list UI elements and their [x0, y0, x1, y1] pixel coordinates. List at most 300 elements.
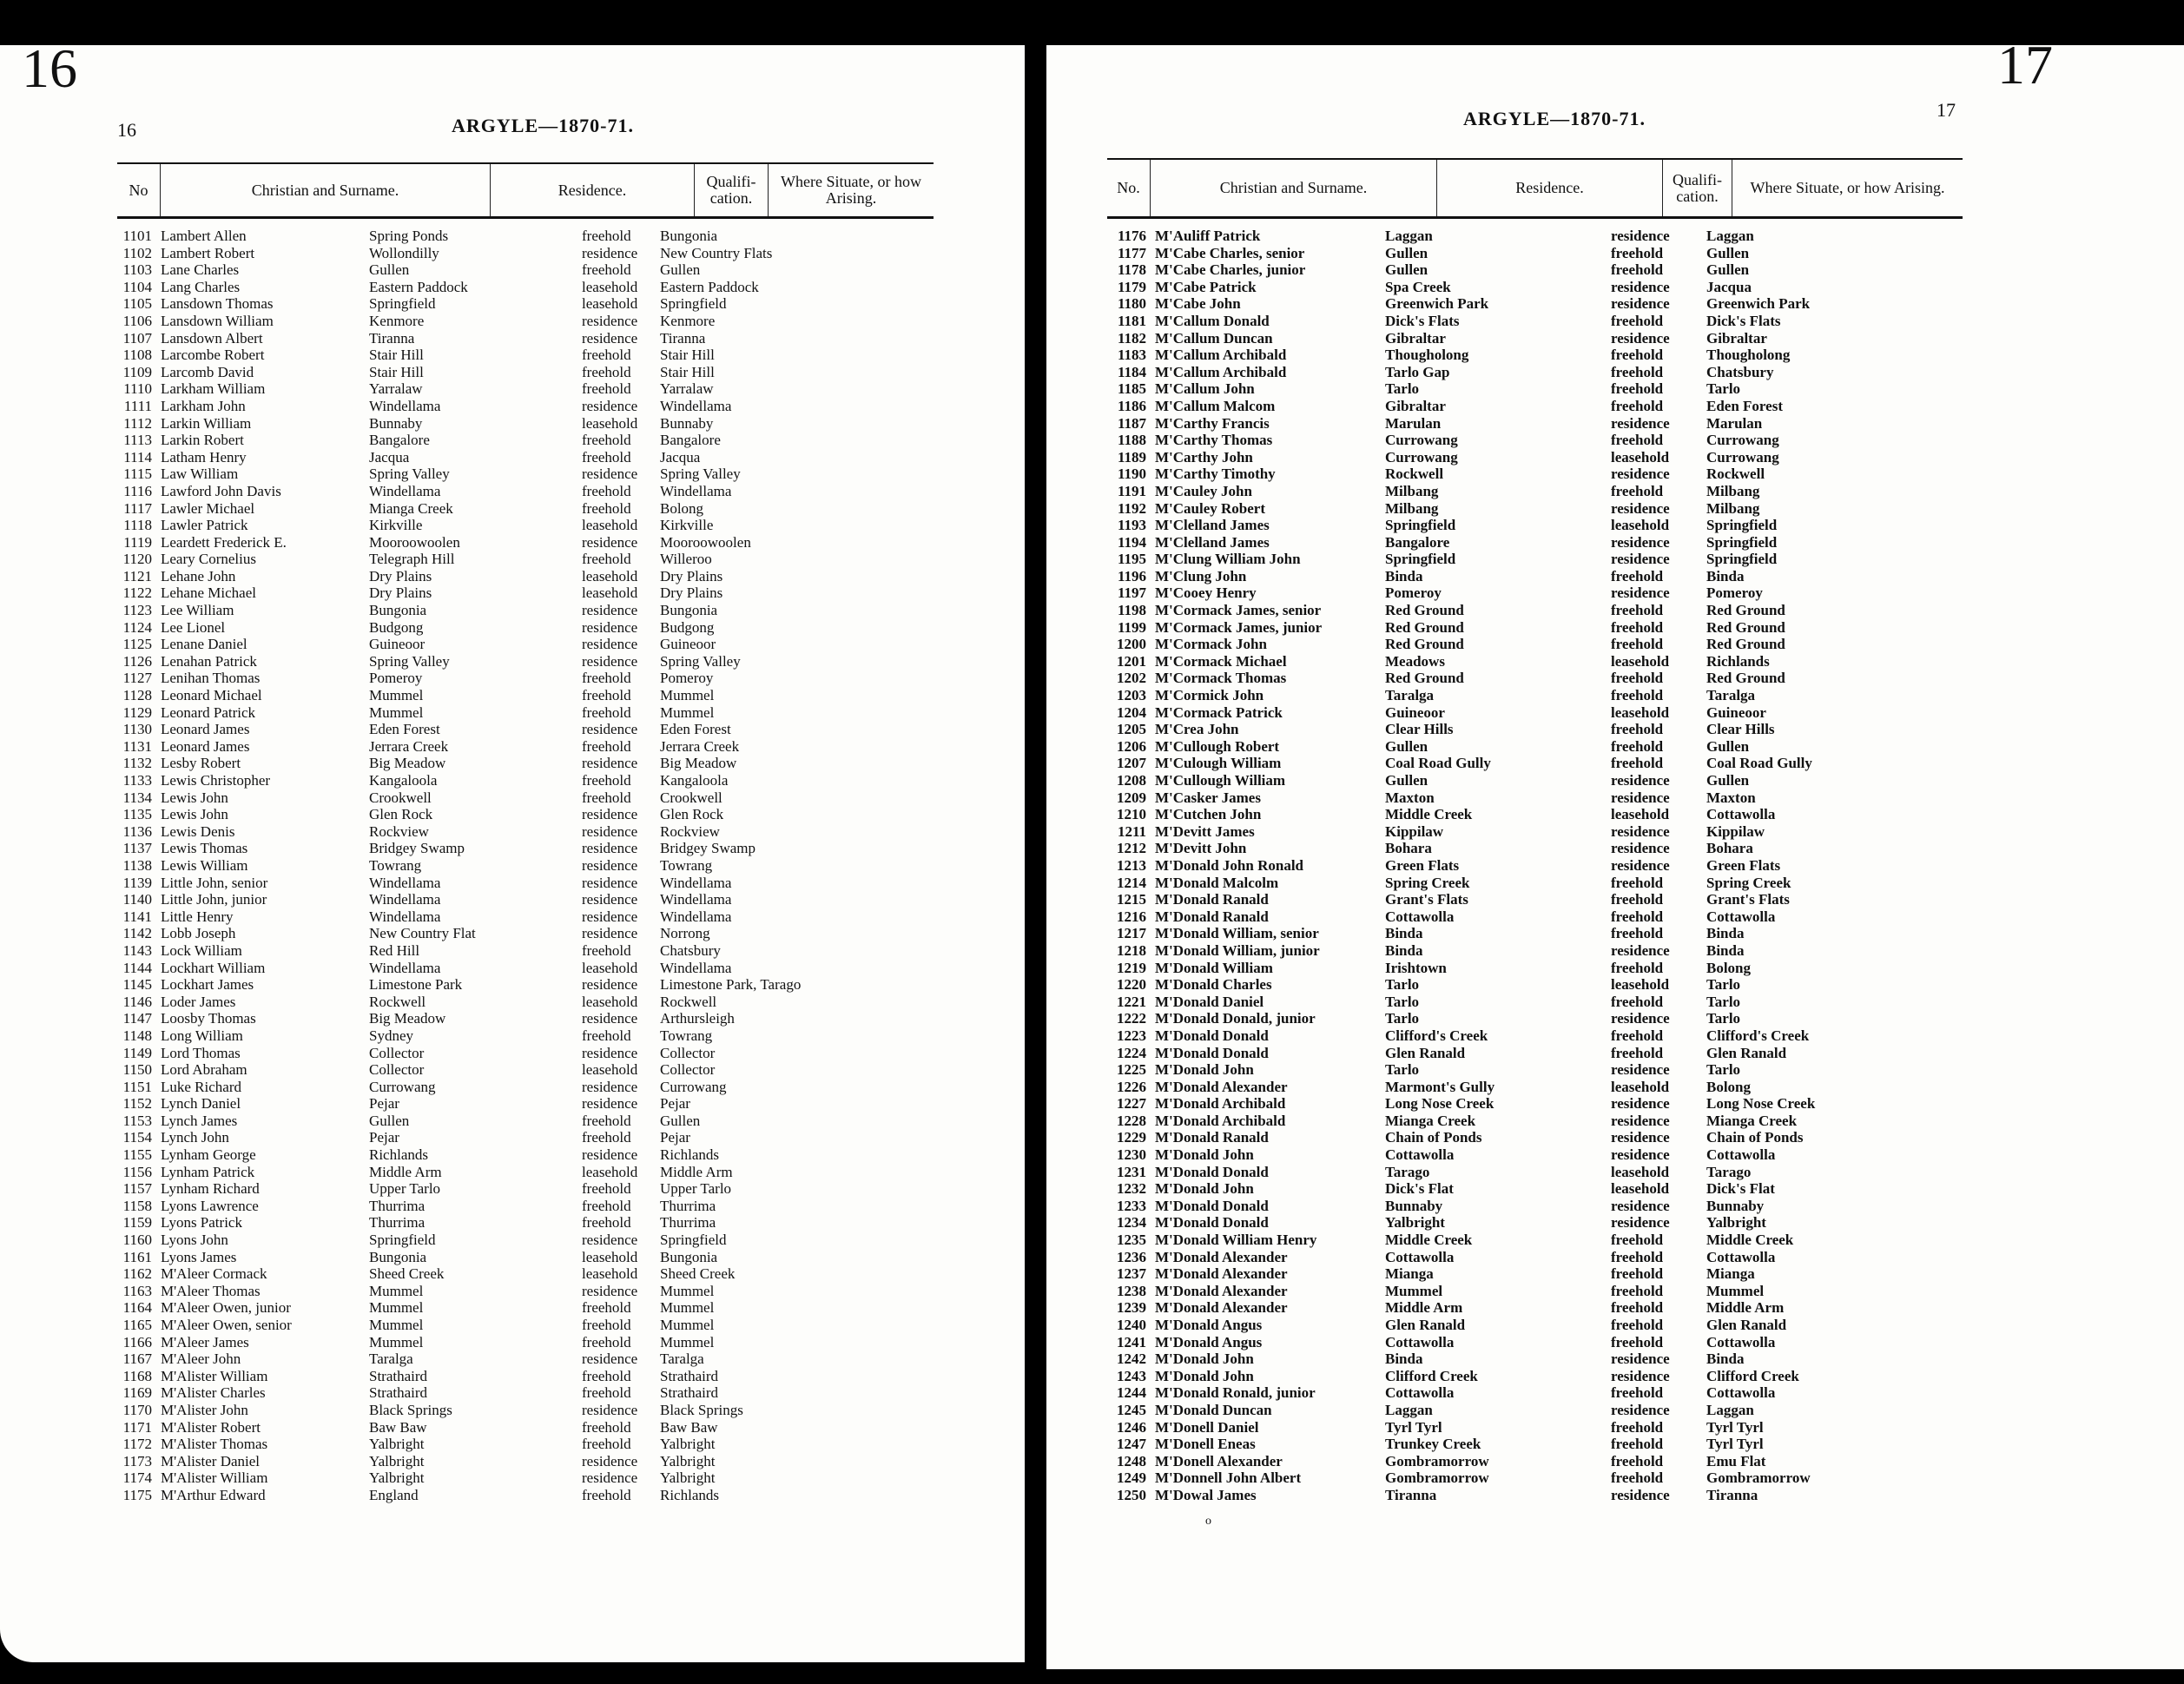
- col-header-name: Christian and Surname.: [161, 164, 491, 216]
- entry-name: M'Donell Alexander: [1155, 1452, 1283, 1469]
- entry-qualification: freehold: [1611, 1299, 1664, 1317]
- entry-number: 1144: [122, 959, 152, 976]
- table-row: [117, 584, 934, 602]
- entry-number: 1160: [122, 1232, 152, 1249]
- entry-number: 1105: [122, 295, 152, 313]
- entry-number: 1111: [123, 397, 152, 414]
- entry-name: M'Donald John: [1155, 1180, 1254, 1198]
- entry-name: M'Cabe Charles, senior: [1155, 244, 1305, 261]
- entry-where: Binda: [1706, 567, 1745, 584]
- table-row: [117, 1129, 934, 1146]
- entry-name: M'Donald Angus: [1155, 1317, 1263, 1333]
- table-row: [1107, 755, 1963, 772]
- entry-qualification: freehold: [1611, 959, 1664, 976]
- table-row: [117, 602, 934, 619]
- entry-residence: Bunnaby: [1385, 1197, 1443, 1214]
- entry-number: 1245: [1117, 1401, 1146, 1418]
- entry-qualification: residence: [1611, 466, 1670, 483]
- entry-number: 1164: [122, 1299, 152, 1317]
- table-row: [1107, 1164, 1963, 1181]
- entry-where: Jerrara Creek: [660, 737, 740, 755]
- entry-qualification: freehold: [582, 1317, 631, 1333]
- entry-residence: Spring Valley: [369, 652, 450, 670]
- col-header-no: No.: [1107, 160, 1151, 216]
- entry-where: Currowang: [1706, 432, 1779, 449]
- entry-residence: Tarlo: [1385, 380, 1420, 398]
- entry-number: 1184: [1117, 363, 1146, 380]
- entry-where: Middle Arm: [660, 1163, 733, 1180]
- entry-residence: Thurrima: [369, 1214, 426, 1232]
- table-row: [1107, 517, 1963, 534]
- entry-number: 1226: [1117, 1078, 1146, 1095]
- entry-number: 1138: [122, 856, 152, 874]
- entry-qualification: freehold: [582, 1486, 631, 1503]
- entry-qualification: residence: [1611, 941, 1670, 959]
- entry-where: Maxton: [1706, 789, 1756, 806]
- entry-number: 1186: [1117, 397, 1146, 414]
- entry-where: Dry Plains: [660, 584, 723, 602]
- entry-name: M'Aleer John: [161, 1351, 241, 1368]
- entry-name: M'Aleer James: [161, 1333, 249, 1351]
- entry-number: 1121: [122, 567, 152, 584]
- entry-residence: Green Flats: [1385, 856, 1460, 874]
- entry-qualification: residence: [1611, 228, 1670, 244]
- entry-residence: Cottawolla: [1385, 908, 1455, 925]
- entry-name: Lansdown Albert: [161, 329, 263, 347]
- entry-where: Binda: [1706, 941, 1745, 959]
- entry-number: 1241: [1117, 1333, 1146, 1351]
- entry-residence: Mummel: [369, 1317, 424, 1333]
- entry-name: M'Clung John: [1155, 567, 1247, 584]
- entry-where: Guineoor: [1706, 703, 1766, 721]
- entry-residence: Springfield: [369, 295, 436, 313]
- table-row: [117, 1436, 934, 1453]
- entry-qualification: residence: [582, 874, 638, 891]
- entry-qualification: residence: [582, 1010, 638, 1027]
- entry-name: M'Alister William: [161, 1367, 268, 1384]
- table-row: [1107, 261, 1963, 279]
- col-header-where: Where Situate, or how Arising.: [781, 173, 921, 207]
- table-row: [1107, 364, 1963, 381]
- entry-where: Chatsbury: [660, 941, 721, 959]
- entry-qualification: freehold: [582, 1129, 631, 1146]
- table-row: [1107, 806, 1963, 823]
- entry-where: Jacqua: [660, 448, 701, 466]
- entry-name: M'Donald Alexander: [1155, 1248, 1288, 1265]
- entry-residence: Towrang: [369, 856, 422, 874]
- table-row: [117, 1351, 934, 1368]
- table-row: [1107, 1010, 1963, 1027]
- entry-name: Lee Lionel: [161, 618, 226, 636]
- entry-number: 1211: [1117, 822, 1146, 840]
- entry-number: 1172: [122, 1436, 152, 1453]
- table-row: [1107, 1232, 1963, 1249]
- entry-residence: Binda: [1385, 941, 1423, 959]
- entry-residence: Spring Creek: [1385, 874, 1470, 891]
- entry-where: Bunnaby: [660, 414, 714, 432]
- register-rows: [1107, 228, 1963, 1504]
- entry-number: 1231: [1117, 1163, 1146, 1180]
- entry-qualification: leasehold: [1611, 703, 1670, 721]
- entry-number: 1214: [1117, 874, 1146, 891]
- entry-where: Middle Creek: [1706, 1232, 1794, 1249]
- entry-residence: Taralga: [369, 1351, 413, 1368]
- entry-number: 1103: [122, 261, 152, 279]
- entry-residence: Tyrl Tyrl: [1385, 1418, 1442, 1436]
- entry-name: M'Culough William: [1155, 755, 1282, 772]
- entry-qualification: leasehold: [582, 1163, 638, 1180]
- entry-residence: Tarlo: [1385, 993, 1420, 1010]
- entry-qualification: freehold: [1611, 1469, 1664, 1487]
- page-corner-number: 16: [22, 45, 77, 99]
- entry-qualification: residence: [582, 1232, 638, 1249]
- table-row: [1107, 908, 1963, 926]
- entry-where: Cottawolla: [1706, 1248, 1776, 1265]
- entry-qualification: freehold: [1611, 1317, 1664, 1333]
- table-row: [117, 755, 934, 772]
- entry-name: M'Aleer Owen, senior: [161, 1317, 292, 1333]
- entry-number: 1208: [1117, 772, 1146, 789]
- entry-name: Lang Charles: [161, 278, 241, 295]
- entry-where: Thougholong: [1706, 347, 1791, 364]
- table-row: [117, 636, 934, 653]
- entry-name: M'Donald John: [1155, 1351, 1254, 1368]
- entry-name: M'Cooey Henry: [1155, 584, 1257, 602]
- table-row: [117, 279, 934, 296]
- table-row: [1107, 976, 1963, 994]
- entry-number: 1235: [1117, 1232, 1146, 1249]
- entry-name: M'Crea John: [1155, 721, 1239, 738]
- entry-where: Mianga: [1706, 1265, 1755, 1283]
- table-row: [1107, 245, 1963, 262]
- entry-where: Thurrima: [660, 1197, 716, 1214]
- entry-name: M'Donald Donald: [1155, 1197, 1269, 1214]
- entry-where: Yalbright: [1706, 1214, 1766, 1232]
- entry-residence: Spring Ponds: [369, 228, 449, 244]
- entry-name: Leonard Michael: [161, 687, 262, 704]
- entry-name: M'Donald John Ronald: [1155, 856, 1303, 874]
- entry-where: Milbang: [1706, 499, 1760, 517]
- table-row: [117, 398, 934, 415]
- table-row: [117, 228, 934, 245]
- entry-qualification: leasehold: [582, 1061, 638, 1079]
- entry-name: Leonard Patrick: [161, 703, 256, 721]
- entry-residence: Rockwell: [369, 993, 426, 1010]
- entry-number: 1143: [122, 941, 152, 959]
- entry-where: Arthursleigh: [660, 1010, 735, 1027]
- entry-number: 1183: [1117, 347, 1146, 364]
- entry-number: 1239: [1117, 1299, 1146, 1317]
- table-row: [117, 653, 934, 670]
- entry-residence: Sheed Creek: [369, 1265, 445, 1283]
- entry-name: Larkin William: [161, 414, 252, 432]
- entry-where: Yalbright: [660, 1469, 716, 1487]
- entry-name: Lansdown William: [161, 312, 274, 329]
- entry-number: 1140: [122, 891, 152, 908]
- entry-name: M'Cormack Thomas: [1155, 670, 1287, 687]
- table-row: [117, 1164, 934, 1181]
- entry-name: M'Carthy Francis: [1155, 414, 1270, 432]
- entry-where: Taralga: [1706, 687, 1756, 704]
- entry-residence: Red Ground: [1385, 670, 1464, 687]
- entry-where: Yarralaw: [660, 380, 714, 398]
- entry-number: 1114: [123, 448, 152, 466]
- entry-qualification: freehold: [582, 789, 631, 806]
- table-row: [1107, 228, 1963, 245]
- entry-qualification: leasehold: [582, 278, 638, 295]
- entry-number: 1200: [1117, 636, 1146, 653]
- table-row: [1107, 1368, 1963, 1385]
- entry-residence: Glen Ranald: [1385, 1044, 1466, 1061]
- table-row: [1107, 347, 1963, 364]
- entry-name: Leonard James: [161, 721, 250, 738]
- entry-where: Windellama: [660, 397, 732, 414]
- table-row: [1107, 653, 1963, 670]
- entry-number: 1159: [122, 1214, 152, 1232]
- table-row: [1107, 1129, 1963, 1146]
- table-row: [1107, 1079, 1963, 1096]
- entry-name: M'Clung William John: [1155, 551, 1301, 568]
- entry-residence: Windellama: [369, 891, 441, 908]
- table-row: [1107, 1113, 1963, 1130]
- entry-qualification: freehold: [1611, 1384, 1664, 1402]
- entry-qualification: freehold: [1611, 1248, 1664, 1265]
- table-row: [1107, 1469, 1963, 1487]
- entry-number: 1207: [1117, 755, 1146, 772]
- entry-residence: Stair Hill: [369, 363, 424, 380]
- page-number: 16: [117, 119, 136, 141]
- entry-number: 1132: [122, 755, 152, 772]
- table-row: [117, 670, 934, 687]
- entry-qualification: residence: [1611, 789, 1670, 806]
- entry-qualification: freehold: [582, 261, 631, 279]
- entry-name: Lawford John Davis: [161, 482, 281, 499]
- table-row: [1107, 875, 1963, 892]
- entry-where: Willeroo: [660, 551, 712, 568]
- table-row: [1107, 1487, 1963, 1504]
- entry-qualification: freehold: [1611, 1418, 1664, 1436]
- table-row: [1107, 823, 1963, 841]
- entry-where: Tarago: [1706, 1163, 1752, 1180]
- entry-name: Lockhart James: [161, 976, 254, 994]
- entry-name: Lee William: [161, 602, 234, 619]
- entry-qualification: residence: [582, 976, 638, 994]
- entry-qualification: freehold: [582, 448, 631, 466]
- entry-qualification: freehold: [582, 1112, 631, 1129]
- table-row: [1107, 1283, 1963, 1300]
- entry-residence: Tiranna: [369, 329, 415, 347]
- entry-name: Lord Thomas: [161, 1044, 241, 1061]
- table-row: [117, 1249, 934, 1266]
- entry-name: M'Clelland James: [1155, 533, 1270, 551]
- entry-residence: Mummel: [1385, 1282, 1443, 1299]
- entry-number: 1173: [122, 1452, 152, 1469]
- entry-where: Binda: [1706, 925, 1745, 942]
- entry-number: 1142: [122, 925, 152, 942]
- entry-name: Lord Abraham: [161, 1061, 247, 1079]
- entry-residence: Guineoor: [369, 636, 426, 653]
- table-row: [1107, 1027, 1963, 1045]
- entry-qualification: freehold: [582, 380, 631, 398]
- entry-number: 1190: [1117, 466, 1146, 483]
- entry-name: M'Carthy Thomas: [1155, 432, 1273, 449]
- entry-where: Tyrl Tyrl: [1706, 1436, 1764, 1453]
- entry-name: Lewis William: [161, 856, 248, 874]
- entry-where: Windellama: [660, 874, 732, 891]
- table-row: [1107, 636, 1963, 653]
- entry-where: Eden Forest: [1706, 397, 1783, 414]
- col-header-qualification: Qualifi-cation.: [695, 164, 769, 216]
- entry-name: M'Alister William: [161, 1469, 268, 1487]
- entry-qualification: leasehold: [582, 295, 638, 313]
- table-row: [1107, 279, 1963, 296]
- table-row: [117, 840, 934, 857]
- table-row: [1107, 891, 1963, 908]
- entry-number: 1109: [122, 363, 152, 380]
- table-row: [1107, 994, 1963, 1011]
- entry-number: 1212: [1117, 840, 1146, 857]
- entry-where: Currowang: [660, 1078, 727, 1095]
- table-row: [117, 772, 934, 789]
- entry-qualification: freehold: [1611, 1232, 1664, 1249]
- entry-qualification: freehold: [1611, 397, 1664, 414]
- entry-qualification: freehold: [582, 1333, 631, 1351]
- entry-name: M'Clelland James: [1155, 517, 1270, 534]
- entry-residence: Gullen: [1385, 737, 1429, 755]
- entry-qualification: residence: [582, 806, 638, 823]
- entry-name: M'Donald Charles: [1155, 976, 1272, 994]
- table-row: [117, 1402, 934, 1419]
- entry-where: Glen Rock: [660, 806, 724, 823]
- entry-name: Lewis Christopher: [161, 772, 271, 789]
- table-row: [117, 891, 934, 908]
- table-row: [1107, 925, 1963, 942]
- entry-residence: Pejar: [369, 1129, 399, 1146]
- table-row: [1107, 1180, 1963, 1198]
- entry-where: Binda: [1706, 1351, 1745, 1368]
- entry-where: Pejar: [660, 1095, 690, 1113]
- entry-residence: Mooroowoolen: [369, 533, 460, 551]
- table-row: [117, 1419, 934, 1436]
- entry-residence: Glen Ranald: [1385, 1317, 1466, 1333]
- entry-number: 1225: [1117, 1061, 1146, 1079]
- entry-qualification: freehold: [582, 1214, 631, 1232]
- entry-qualification: freehold: [1611, 1436, 1664, 1453]
- entry-number: 1148: [122, 1027, 152, 1044]
- table-row: [117, 789, 934, 807]
- entry-where: Emu Flat: [1706, 1452, 1766, 1469]
- entry-number: 1167: [122, 1351, 152, 1368]
- entry-residence: Baw Baw: [369, 1418, 427, 1436]
- entry-where: Tiranna: [660, 329, 706, 347]
- entry-qualification: freehold: [582, 1367, 631, 1384]
- entry-name: M'Donell Daniel: [1155, 1418, 1259, 1436]
- entry-name: M'Callum Malcom: [1155, 397, 1276, 414]
- entry-qualification: freehold: [1611, 261, 1664, 279]
- entry-where: Bangalore: [660, 432, 721, 449]
- table-row: [1107, 1249, 1963, 1266]
- entry-residence: Pomeroy: [369, 670, 423, 687]
- entry-qualification: residence: [1611, 499, 1670, 517]
- table-row: [1107, 687, 1963, 704]
- entry-where: Cottawolla: [1706, 806, 1776, 823]
- entry-residence: Milbang: [1385, 499, 1439, 517]
- table-row: [117, 704, 934, 722]
- entry-number: 1220: [1117, 976, 1146, 994]
- entry-where: Spring Creek: [1706, 874, 1791, 891]
- entry-number: 1206: [1117, 737, 1146, 755]
- table-row: [1107, 619, 1963, 637]
- entry-residence: Tiranna: [1385, 1486, 1437, 1503]
- table-row: [1107, 1299, 1963, 1317]
- entry-where: Richlands: [660, 1146, 719, 1164]
- table-row: [117, 1045, 934, 1062]
- entry-qualification: residence: [1611, 1061, 1670, 1079]
- entry-where: Cottawolla: [1706, 1146, 1776, 1164]
- entry-number: 1158: [122, 1197, 152, 1214]
- entry-residence: Mummel: [369, 1282, 424, 1299]
- entry-where: Dry Plains: [660, 567, 723, 584]
- entry-name: M'Cabe John: [1155, 295, 1241, 313]
- table-row: [117, 1198, 934, 1215]
- entry-residence: Middle Creek: [1385, 1232, 1473, 1249]
- table-row: [1107, 1146, 1963, 1164]
- entry-residence: Middle Creek: [1385, 806, 1473, 823]
- entry-where: Towrang: [660, 1027, 713, 1044]
- table-row: [117, 960, 934, 977]
- entry-name: M'Alister Robert: [161, 1418, 261, 1436]
- entry-where: Gullen: [1706, 737, 1750, 755]
- entry-qualification: leasehold: [1611, 1163, 1670, 1180]
- entry-number: 1123: [122, 602, 152, 619]
- entry-name: M'Cormick John: [1155, 687, 1264, 704]
- entry-qualification: residence: [1611, 1486, 1670, 1503]
- entry-qualification: residence: [1611, 1112, 1670, 1129]
- entry-residence: Jerrara Creek: [369, 737, 449, 755]
- entry-name: Lobb Joseph: [161, 925, 236, 942]
- table-row: [1107, 415, 1963, 433]
- entry-where: Mummel: [660, 1333, 715, 1351]
- entry-qualification: residence: [582, 755, 638, 772]
- entry-number: 1234: [1117, 1214, 1146, 1232]
- entry-qualification: freehold: [1611, 721, 1664, 738]
- table-row: [117, 1095, 934, 1113]
- entry-name: M'Donald William, senior: [1155, 925, 1319, 942]
- entry-where: Mooroowoolen: [660, 533, 751, 551]
- entry-where: Glen Ranald: [1706, 1317, 1787, 1333]
- entry-qualification: residence: [582, 1401, 638, 1418]
- entry-name: M'Callum Duncan: [1155, 329, 1273, 347]
- entry-number: 1230: [1117, 1146, 1146, 1164]
- table-row: [117, 261, 934, 279]
- table-row: [117, 295, 934, 313]
- table-row: [117, 466, 934, 483]
- entry-name: Lyons John: [161, 1232, 228, 1249]
- table-row: [117, 347, 934, 364]
- entry-number: 1118: [123, 517, 152, 534]
- entry-number: 1122: [122, 584, 152, 602]
- entry-number: 1194: [1117, 533, 1146, 551]
- entry-name: Lambert Robert: [161, 244, 255, 261]
- entry-where: Cottawolla: [1706, 1333, 1776, 1351]
- entry-number: 1196: [1117, 567, 1146, 584]
- entry-name: Lane Charles: [161, 261, 240, 279]
- entry-number: 1192: [1117, 499, 1146, 517]
- entry-name: Lynham George: [161, 1146, 256, 1164]
- entry-residence: Tarlo: [1385, 976, 1420, 994]
- entry-residence: Greenwich Park: [1385, 295, 1489, 313]
- entry-where: Collector: [660, 1061, 716, 1079]
